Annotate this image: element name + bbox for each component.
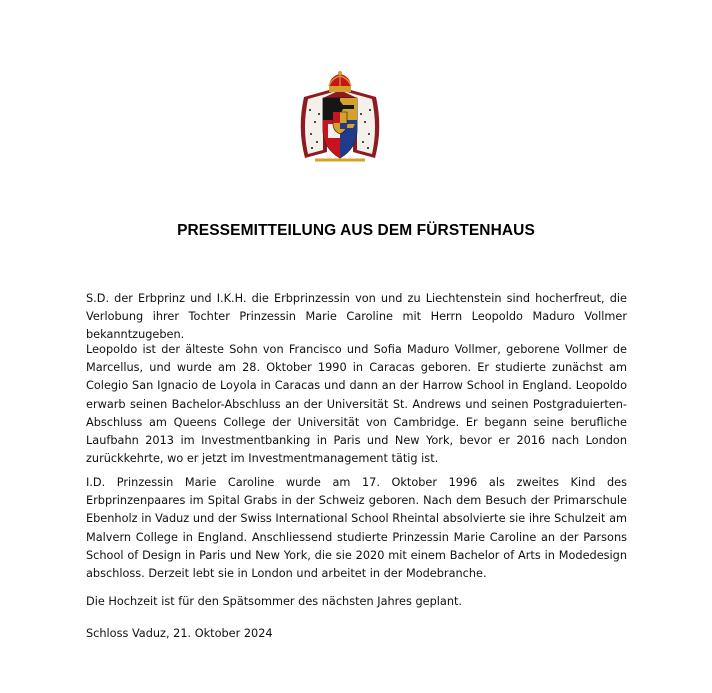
page-title: PRESSEMITTEILUNG AUS DEM FÜRSTENHAUS <box>177 222 535 239</box>
paragraph-wedding: Die Hochzeit ist für den Spätsommer des nächsten Jahres geplant. <box>86 595 463 608</box>
coat-of-arms-icon <box>293 70 387 170</box>
paragraph-marie-caroline: I.D. Prinzessin Marie Caroline wurde am 17. Oktober 1996 als zweites Kind des Erbprinzenpaares im Spital Grabs in der Schweiz geboren. Nach dem Besuch der Primarschule Ebenholz in Vaduz und der Swiss International School Rheintal absolvierte sie ihre Schulzeit am Malvern College in England. Anschliessend studierte Prinzessin Marie Caroline an der Parsons School of Design in Paris und New York, die sie 2020 mit einem Bachelor of Arts in Modedesign abschloss. Derzeit lebt sie in London und arbeitet in der Modebranche. <box>86 476 627 581</box>
paragraph-leopoldo: Leopoldo ist der älteste Sohn von Francisco und Sofia Maduro Vollmer, geborene Vollmer de Marcellus, und wurde am 28. Oktober 1990 in Caracas geboren. Er studierte zunächst am Colegio San Ignacio de Loyola in Caracas und dann an der Harrow School in England. Leopoldo erwarb seinen Bachelor-Abschluss an der Universität St. Andrews und seinen Postgraduierten-Abschluss am Queens College der Universität von Cambridge. Er begann seine berufliche Laufbahn 2013 im Investmentbanking in Paris und New York, bevor er 2016 nach London zurückkehrte, wo er jetzt im Investmentmanagement tätig ist. <box>86 343 627 466</box>
signoff-place-date: Schloss Vaduz, 21. Oktober 2024 <box>86 627 273 640</box>
paragraph-engagement: S.D. der Erbprinz und I.K.H. die Erbprinzessin von und zu Liechtenstein sind hocherfreut, die Verlobung ihrer Tochter Prinzessin Marie Caroline mit Herrn Leopoldo Maduro Vollmer bekanntzugeben. <box>86 292 627 342</box>
